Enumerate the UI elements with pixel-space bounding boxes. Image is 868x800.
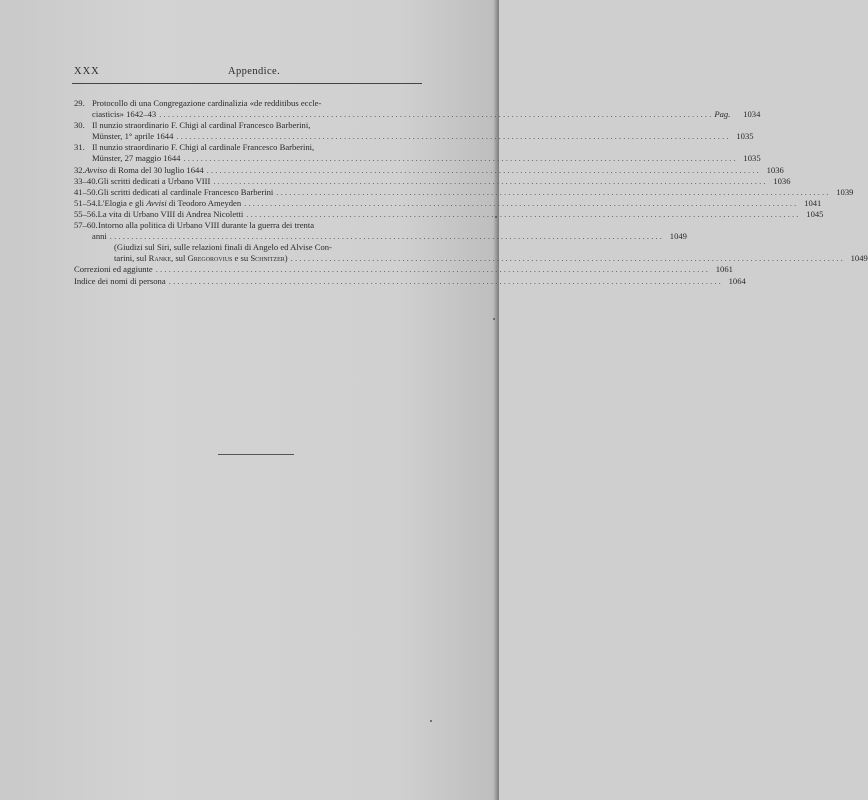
note-before: tarini, sul <box>114 253 149 264</box>
entry-text: Intorno alla politica di Urbano VIII durante la guerra dei trenta <box>98 220 315 231</box>
toc-line <box>74 131 754 142</box>
print-speck <box>493 318 495 320</box>
entry-page: 1061 <box>715 264 733 275</box>
entry-number: 33–40. <box>74 175 98 186</box>
toc-line <box>74 164 784 176</box>
toc-line <box>74 120 438 131</box>
entry-text-italic: Avvisi <box>146 197 167 208</box>
entry-number: 41–50. <box>74 186 98 197</box>
toc-line <box>74 208 824 220</box>
entry-text: Münster, 27 maggio 1644 <box>92 153 181 164</box>
entry-number: 57–60. <box>74 220 98 231</box>
toc-line <box>74 231 687 242</box>
dot-leader <box>156 264 708 275</box>
entry-text: anni <box>92 231 107 242</box>
toc-line <box>74 186 854 198</box>
dot-leader <box>291 253 843 264</box>
entry-text-rest: di Teodoro Ameyden <box>166 197 242 208</box>
entry-text: Indice dei nomi di persona <box>74 275 166 286</box>
entry-number: 51–54. <box>74 197 98 208</box>
note-text <box>114 253 288 264</box>
dot-leader <box>110 231 662 242</box>
entry-number: 31. <box>74 142 85 153</box>
entry-text: Correzioni ed aggiunte <box>74 264 153 275</box>
entry-number: 30. <box>74 120 85 131</box>
entry-page: 1035 <box>736 131 754 142</box>
toc-line <box>74 109 761 120</box>
entry-text: ciasticis» 1642–43 <box>92 109 157 120</box>
table-of-contents <box>74 98 868 287</box>
note-end: ) <box>284 253 288 264</box>
entry-page: 1049 <box>669 231 687 242</box>
entry-text: La vita di Urbano VIII di Andrea Nicoletti <box>97 208 244 219</box>
closing-rule <box>218 454 294 455</box>
entry-text-before: L'Elogia e gli <box>97 197 147 208</box>
dot-leader <box>207 165 759 176</box>
dot-leader <box>169 276 721 287</box>
note-name-ranke: Ranke <box>148 253 172 264</box>
dot-leader <box>244 198 796 209</box>
note-name-schnitzer: Schnitzer <box>250 253 285 264</box>
toc-line <box>74 175 791 187</box>
entry-page: 1039 <box>836 186 854 197</box>
toc-line <box>74 220 438 231</box>
toc-line <box>74 275 746 287</box>
header-title: Appendice. <box>228 66 281 77</box>
print-speck <box>495 216 497 218</box>
dot-leader <box>246 209 798 220</box>
entry-text: Il nunzio straordinario F. Chigi al cardinale Francesco Barberini, <box>92 142 315 153</box>
entry-text: Münster, 1° aprile 1644 <box>92 131 174 142</box>
entry-page: 1064 <box>728 275 746 286</box>
toc-line <box>74 153 761 164</box>
entry-page: 1045 <box>806 208 824 219</box>
entry-text: Il nunzio straordinario F. Chigi al cardinal Francesco Barberini, <box>92 120 311 131</box>
toc-line <box>74 98 438 109</box>
toc-line <box>74 142 438 153</box>
entry-page: 1041 <box>804 197 822 208</box>
toc-line <box>74 197 822 209</box>
print-speck <box>430 720 432 722</box>
dot-leader <box>276 187 828 198</box>
toc-line <box>74 264 733 275</box>
header-page-number: XXX <box>74 66 100 77</box>
entry-text: Protocollo di una Congregazione cardinalizia «de redditibus eccle- <box>92 98 322 108</box>
page-label: Pag. <box>714 109 731 120</box>
entry-page: 1036 <box>773 175 791 186</box>
entry-text-italic: Avviso <box>84 164 108 175</box>
dot-leader <box>176 131 728 142</box>
running-header <box>74 66 420 82</box>
entry-page: 1035 <box>743 153 761 164</box>
entry-number: 32. <box>74 164 85 175</box>
dot-leader <box>213 176 765 187</box>
header-rule <box>72 83 422 84</box>
entry-number: 55–56. <box>74 208 98 219</box>
entry-page: 1049 <box>850 253 868 264</box>
entry-text: Gli scritti dedicati a Urbano VIII <box>97 175 211 186</box>
entry-page: 1036 <box>766 164 784 175</box>
toc-line <box>74 253 868 264</box>
note-mid: , sul <box>171 253 188 264</box>
dot-leader <box>159 109 711 120</box>
note-name-gregorovius: Gregorovius <box>187 253 233 264</box>
entry-number: 29. <box>74 98 85 108</box>
entry-text-rest: di Roma del 30 luglio 1644 <box>107 164 204 175</box>
entry-text <box>98 198 242 209</box>
toc-line <box>74 242 438 253</box>
note-text: (Giudizi sul Siri, sulle relazioni finali di Angelo ed Alvise Con- <box>114 242 332 253</box>
entry-page: 1034 <box>743 109 761 120</box>
dot-leader <box>183 153 735 164</box>
note-mid: e su <box>232 253 251 264</box>
entry-text <box>85 165 204 176</box>
entry-text: Gli scritti dedicati al cardinale Francesco Barberini <box>97 186 274 197</box>
